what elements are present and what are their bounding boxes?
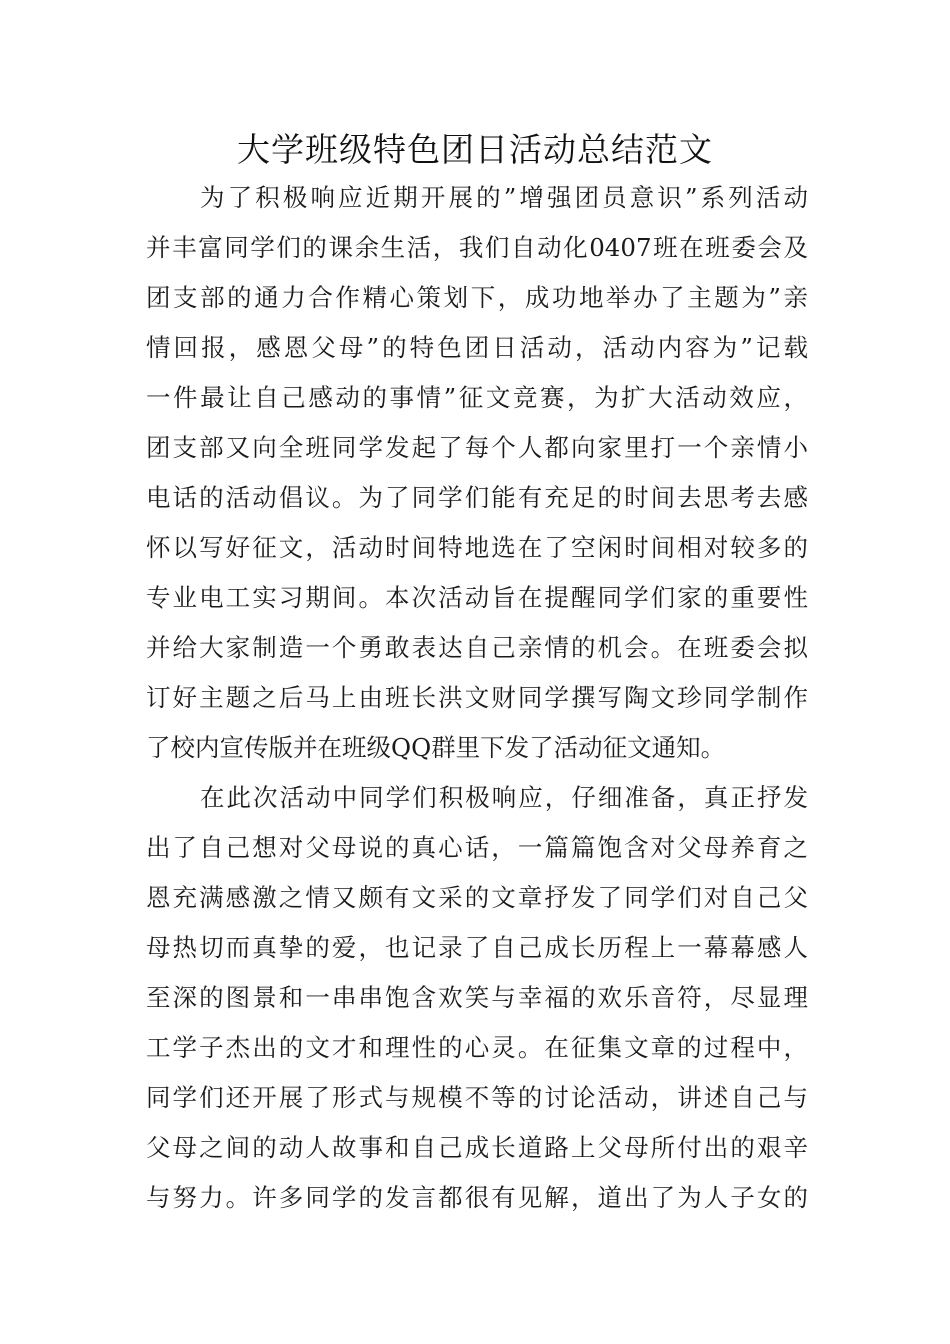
paragraph-2-line-7: 同学们还开展了形式与规模不等的讨论活动，讲述自己与 bbox=[146, 1083, 808, 1112]
document-title: 大学班级特色团日活动总结范文 bbox=[237, 130, 713, 169]
paragraph-1-line-9: 专业电工实习期间。本次活动旨在提醒同学们家的重要性 bbox=[146, 583, 808, 612]
paragraph-2-line-6: 工学子杰出的文才和理性的心灵。在征集文章的过程中， bbox=[146, 1033, 808, 1062]
paragraph-1-line-6: 团支部又向全班同学发起了每个人都向家里打一个亲情小 bbox=[146, 433, 808, 462]
paragraph-2-line-2: 出了自己想对父母说的真心话，一篇篇饱含对父母养育之 bbox=[146, 833, 808, 862]
paragraph-2-line-9: 与努力。许多同学的发言都很有见解，道出了为人子女的 bbox=[146, 1183, 808, 1212]
paragraph-1-line-11: 订好主题之后马上由班长洪文财同学撰写陶文珍同学制作 bbox=[146, 683, 808, 712]
paragraph-2-line-1: 在此次活动中同学们积极响应，仔细准备，真正抒发 bbox=[200, 783, 808, 812]
paragraph-1-line-5: 一件最让自己感动的事情”征文竞赛，为扩大活动效应， bbox=[146, 383, 808, 412]
paragraph-1-line-7: 电话的活动倡议。为了同学们能有充足的时间去思考去感 bbox=[146, 483, 808, 512]
paragraph-1-line-3: 团支部的通力合作精心策划下，成功地举办了主题为”亲 bbox=[146, 283, 808, 312]
paragraph-2-line-3: 恩充满感激之情又颇有文采的文章抒发了同学们对自己父 bbox=[146, 883, 808, 912]
paragraph-1-line-10: 并给大家制造一个勇敢表达自己亲情的机会。在班委会拟 bbox=[146, 633, 808, 662]
paragraph-2-line-8: 父母之间的动人故事和自己成长道路上父母所付出的艰辛 bbox=[146, 1133, 808, 1162]
paragraph-1-line-8: 怀以写好征文，活动时间特地选在了空闲时间相对较多的 bbox=[146, 533, 808, 562]
paragraph-2-line-4: 母热切而真挚的爱，也记录了自己成长历程上一幕幕感人 bbox=[146, 933, 808, 962]
paragraph-1-line-1: 为了积极响应近期开展的”增强团员意识”系列活动 bbox=[200, 183, 808, 212]
paragraph-1-line-4: 情回报，感恩父母”的特色团日活动，活动内容为”记载 bbox=[146, 333, 808, 362]
paragraph-1-line-12: 了校内宣传版并在班级QQ群里下发了活动征文通知。 bbox=[146, 733, 726, 762]
paragraph-2-line-5: 至深的图景和一串串饱含欢笑与幸福的欢乐音符，尽显理 bbox=[146, 983, 808, 1012]
paragraph-1-line-2: 并丰富同学们的课余生活，我们自动化0407班在班委会及 bbox=[146, 233, 808, 262]
